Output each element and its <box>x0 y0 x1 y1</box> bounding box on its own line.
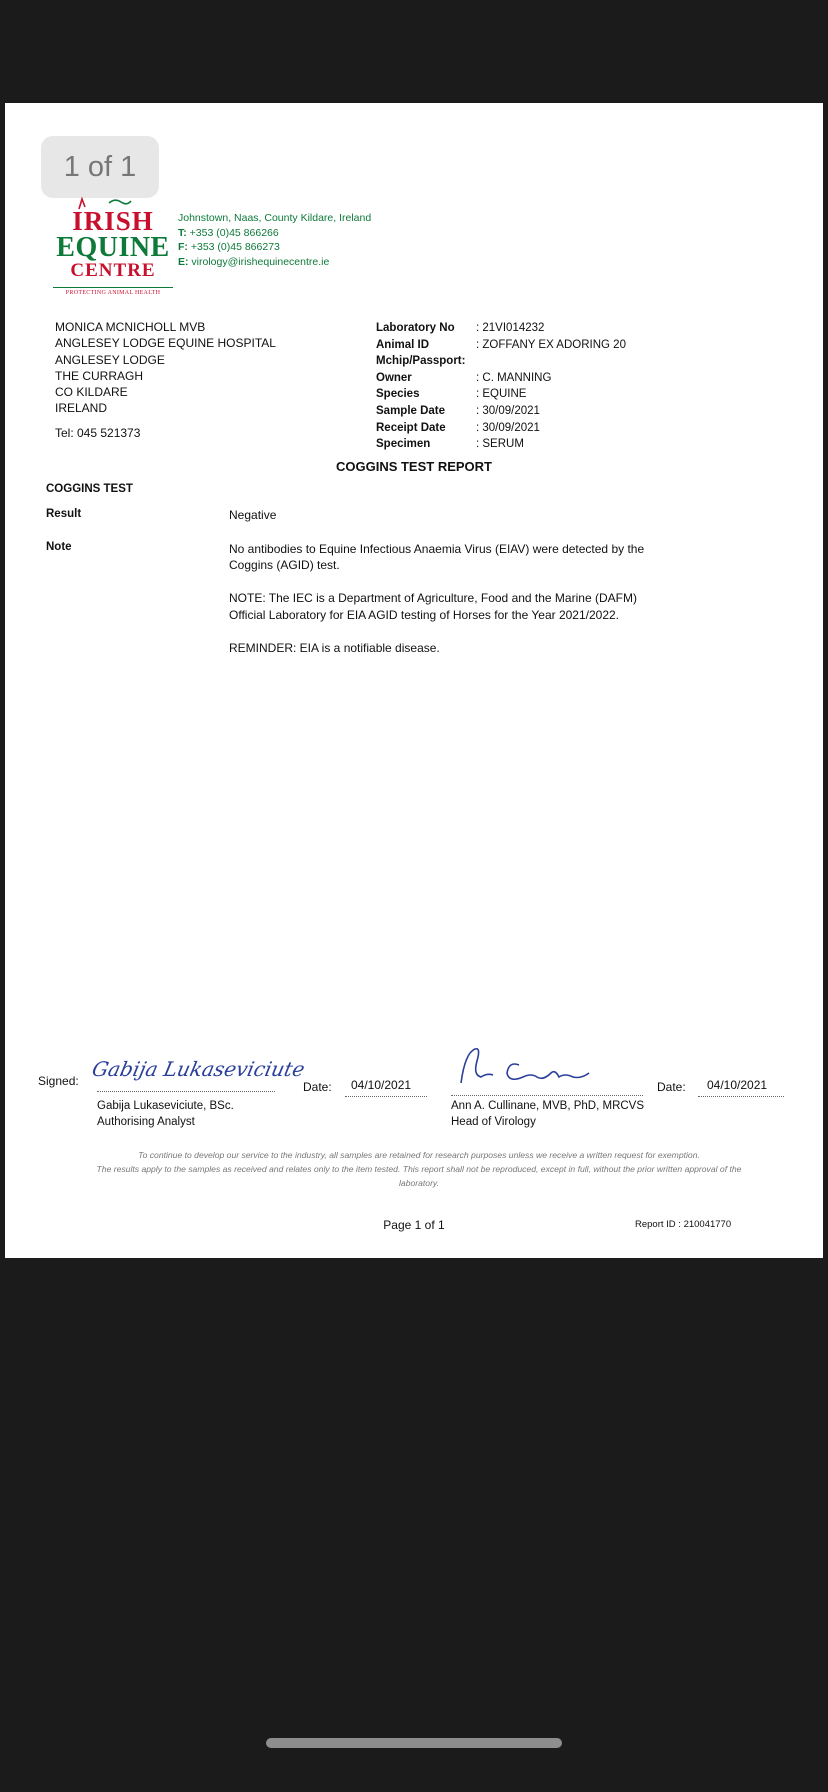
centre-email[interactable]: E: virology@irishequinecentre.ie <box>178 255 330 268</box>
report-page: 1 of 1 IRISH EQUINE CENTRE PROTECTING ANIMAL HEALTH Johnstown, Naas, County Kildare, Ireland T: +353 (0)45 866266 F: +353 (0)45 866273 E: virology@irishequinecentre.ie MONICA MCNICHOLL MVB ANGLESEY LODGE EQUINE HOSPITAL ANGLESEY LODGE THE CURRAGH CO KILDARE IRELAND Tel: 045 521373 Laboratory No : 21VI014232 Animal ID : ZOFFANY EX ADORING 20 Mchip/Passport: Owner : C. MANNING Species : EQUINE Sample Date : 30/09/2021 Receipt Date : 30/09/2021 Specimen : SERUM COGGINS TEST REPORT COGGINS TEST Result Negative Note No antibodies to Equine Infectious Anaemia Virus (EIAV) were detected by the Coggins (AGID) test. NOTE: The IEC is a Department of Agriculture, Food and the Marine (DAFM) Official Laboratory for EIA AGID testing of Horses for the Year 2021/2022. REMINDER: EIA is a notifiable disease. Signed: Gabija Lukaseviciute Date: 04/10/2021 Gabija Lukaseviciute, BSc. Authorising Analyst Date: 04/10/2021 Ann A. Cullinane, MVB, PhD, MRCVS Head of Virology To continue to develop our service to the industry, all samples are retained for research purposes unless we receive a written request for exemption. The results apply to the samples as received and relates only to the item tested. This report shall not be reproduced, except in full, without the prior written approval of the laboratory. Page 1 of 1 Report ID : 210041770 <box>5 103 823 1258</box>
note-paragraph: No antibodies to Equine Infectious Anaemia Virus (EIAV) were detected by the Coggins (AGID) test. <box>229 542 645 573</box>
recipient-tel: Tel: 045 521373 <box>55 425 141 440</box>
logo-equine-text: EQUINE <box>56 232 170 263</box>
section-title: COGGINS TEST <box>46 483 133 495</box>
left-signature <box>89 1048 307 1086</box>
centre-address: Johnstown, Naas, County Kildare, Ireland <box>178 212 372 224</box>
disclaimer <box>89 1148 749 1191</box>
right-signature-line <box>451 1095 643 1096</box>
note-body <box>229 541 649 673</box>
centre-fax: F: +353 (0)45 866273 <box>178 241 280 253</box>
recipient-line: ANGLESEY LODGE <box>55 352 165 367</box>
left-date-value: 04/10/2021 <box>351 1078 412 1092</box>
note-paragraph: NOTE: The IEC is a Department of Agriculture, Food and the Marine (DAFM) Official Laboratory for EIA AGID testing of Horses for the Year 2021/2022. <box>229 591 637 622</box>
left-signer-role: Authorising Analyst <box>97 1116 195 1128</box>
logo-centre-text: CENTRE <box>70 260 156 281</box>
signature-scribble-icon <box>451 1043 621 1091</box>
left-date-label: Date: <box>303 1080 332 1094</box>
note-paragraph: REMINDER: EIA is a notifiable disease. <box>229 640 440 655</box>
svg-text:Gabija Lukaseviciute: Gabija Lukaseviciute <box>89 1057 307 1081</box>
report-id: Report ID : 210041770 <box>635 1219 732 1230</box>
right-signature <box>451 1043 621 1091</box>
recipient-line: THE CURRAGH <box>55 368 144 383</box>
right-date-line <box>698 1096 784 1097</box>
right-signer-name: Ann A. Cullinane, MVB, PhD, MRCVS <box>451 1100 645 1112</box>
logo-irish-text: IRISH <box>72 206 154 236</box>
recipient-line: ANGLESEY LODGE EQUINE HOSPITAL <box>55 336 276 351</box>
right-date-label: Date: <box>657 1080 686 1094</box>
centre-phone: T: +353 (0)45 866266 <box>178 226 279 239</box>
report-title: COGGINS TEST REPORT <box>335 459 492 474</box>
result-value: Negative <box>229 508 277 522</box>
left-signature-line <box>97 1091 275 1092</box>
logo-tagline: PROTECTING ANIMAL HEALTH <box>53 287 173 296</box>
right-signer-role: Head of Virology <box>451 1116 536 1128</box>
recipient-address <box>55 319 276 441</box>
right-signer <box>451 1098 644 1130</box>
home-indicator[interactable] <box>266 1738 562 1748</box>
left-signer <box>97 1098 234 1130</box>
page-counter-badge: 1 of 1 <box>41 136 159 198</box>
disclaimer-line: The results apply to the samples as received and relates only to the item tested. This report shall not be reproduced, except in full, without the prior written approval of the laboratory. <box>96 1164 742 1189</box>
recipient-line: MONICA MCNICHOLL MVB <box>55 320 206 334</box>
disclaimer-line: To continue to develop our service to the industry, all samples are retained for research purposes unless we receive a written request for exemption. <box>138 1150 700 1160</box>
right-date-value: 04/10/2021 <box>707 1078 768 1092</box>
result-label: Result <box>46 508 82 520</box>
irish-equine-centre-logo <box>53 197 173 303</box>
left-date-line <box>345 1096 427 1097</box>
contact-block <box>178 211 371 269</box>
signed-label: Signed: <box>38 1074 79 1088</box>
left-signer-name: Gabija Lukaseviciute, BSc. <box>97 1100 234 1112</box>
recipient-line: CO KILDARE <box>55 385 128 400</box>
recipient-line: IRELAND <box>55 401 108 416</box>
signature-scribble-icon <box>89 1048 307 1086</box>
note-label: Note <box>46 541 72 553</box>
page-number: Page 1 of 1 <box>383 1218 445 1232</box>
